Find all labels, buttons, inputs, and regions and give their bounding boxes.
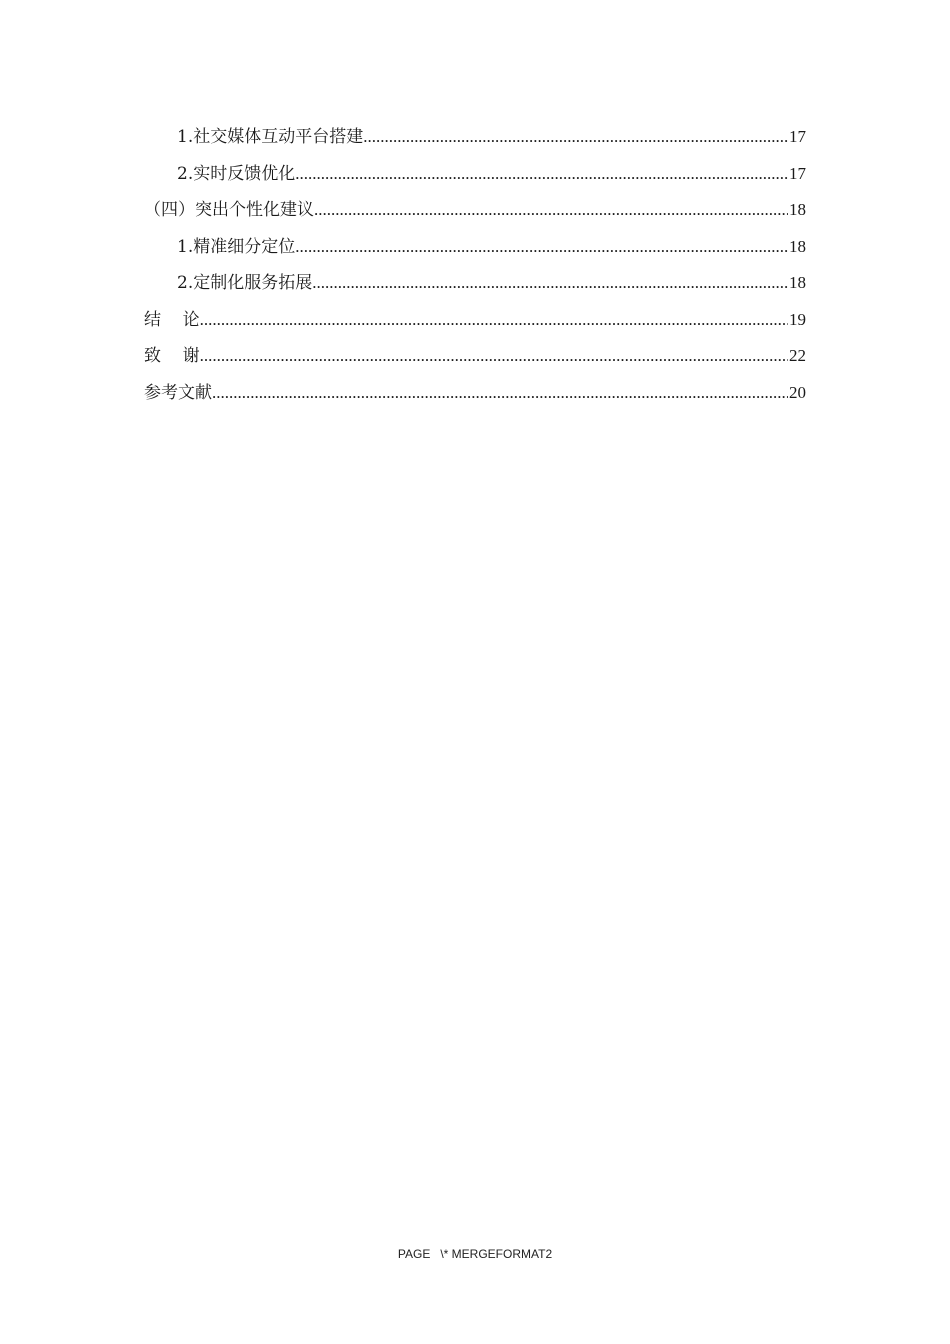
- toc-entry[interactable]: [144, 380, 806, 417]
- table-of-contents: [144, 124, 806, 416]
- toc-entry-page: 18: [789, 273, 806, 292]
- toc-entry[interactable]: [144, 270, 806, 307]
- toc-dot-leader: [314, 197, 788, 223]
- toc-entry-title: 2.实时反馈优化: [177, 163, 296, 184]
- toc-entry[interactable]: [144, 343, 806, 380]
- toc-dot-leader: [363, 124, 788, 150]
- toc-entry-page: 18: [789, 200, 806, 219]
- toc-dot-leader: [295, 234, 788, 260]
- toc-entry[interactable]: [144, 197, 806, 234]
- toc-dot-leader: [295, 161, 788, 187]
- toc-entry[interactable]: [144, 124, 806, 161]
- toc-entry-page: 17: [789, 127, 806, 146]
- toc-dot-leader: [312, 270, 788, 296]
- toc-dot-leader: [200, 307, 788, 333]
- toc-entry-page: 22: [789, 346, 806, 365]
- toc-entry-title: 致 谢: [144, 346, 200, 366]
- toc-dot-leader: [200, 343, 788, 369]
- toc-entry-title: 1.社交媒体互动平台搭建: [177, 127, 364, 147]
- toc-entry-page: 18: [789, 236, 806, 256]
- toc-entry-title: 2.定制化服务拓展: [177, 273, 313, 293]
- toc-entry-title: 1.精准细分定位: [177, 236, 296, 257]
- toc-entry[interactable]: [144, 161, 806, 198]
- toc-entry[interactable]: [144, 234, 806, 271]
- toc-entry-title: 结 论: [144, 309, 200, 330]
- toc-entry-page: 20: [789, 382, 806, 402]
- toc-entry-title: （四）突出个性化建议: [144, 200, 314, 220]
- toc-entry-title: 参考文献: [144, 382, 212, 403]
- page-footer: PAGE \* MERGEFORMAT2: [397, 1247, 553, 1261]
- toc-entry[interactable]: [144, 307, 806, 344]
- toc-dot-leader: [212, 380, 788, 406]
- toc-entry-page: 17: [789, 163, 806, 183]
- toc-entry-page: 19: [789, 309, 806, 329]
